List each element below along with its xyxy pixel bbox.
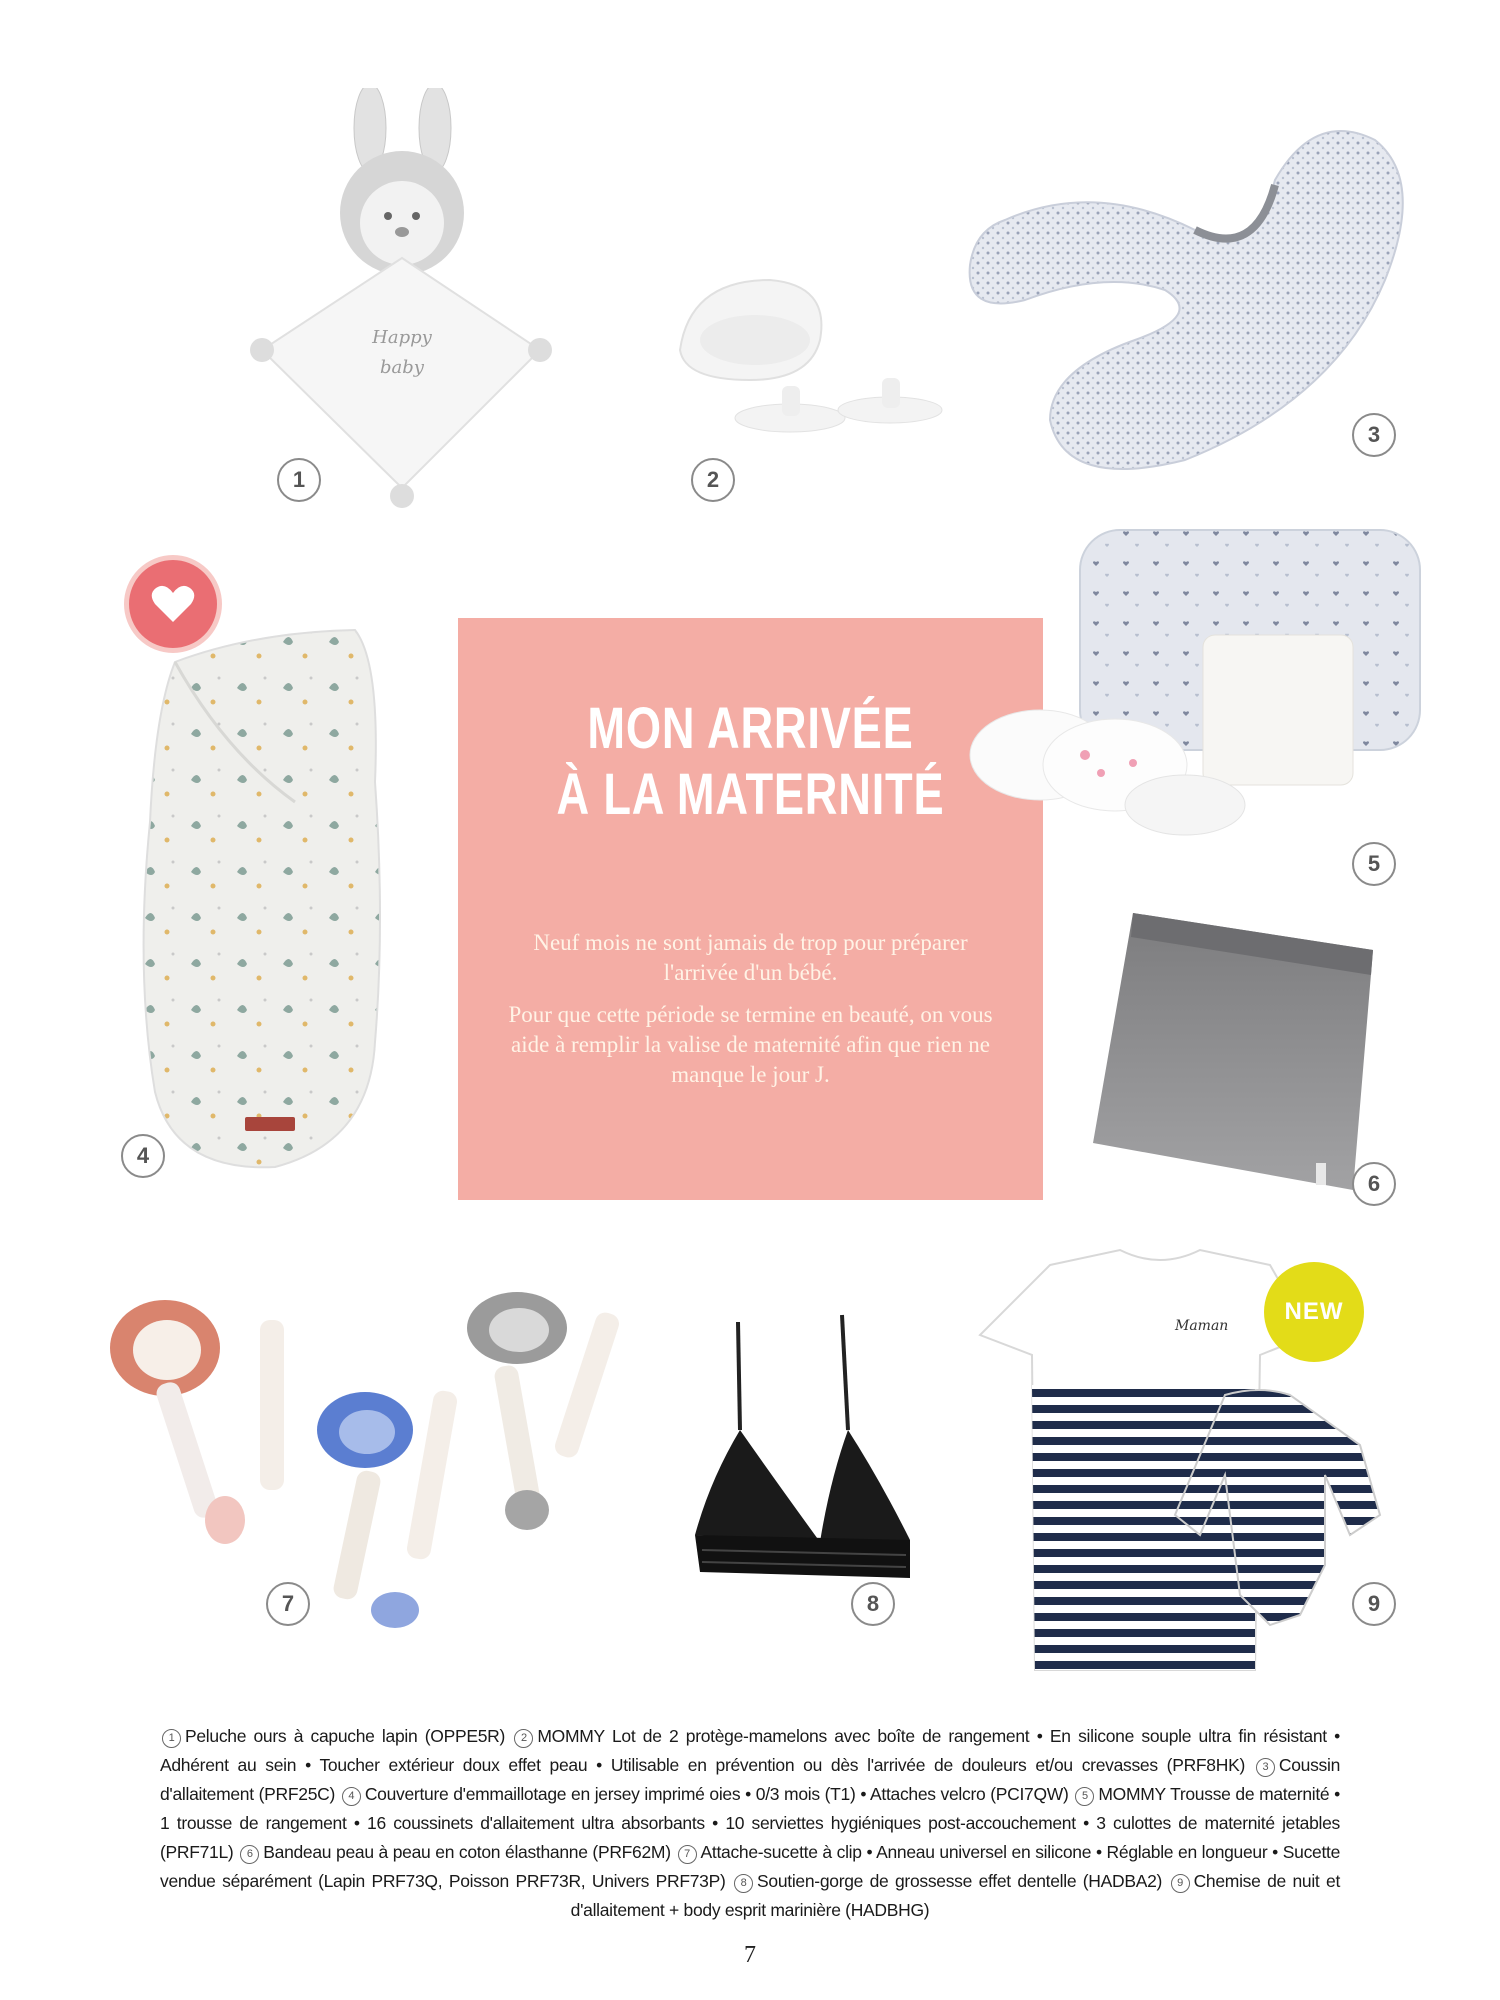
number-badge-1: 1: [277, 458, 321, 502]
caption-8: Soutien-gorge de grossesse effet dentelle (HADBA2): [757, 1871, 1163, 1891]
product-2-nipple-shields: [660, 270, 950, 440]
product-1-plush: [240, 88, 570, 518]
intro-paragraph-2: Pour que cette période se termine en beauté, on vous aide à remplir la valise de maternité afin que rien ne manque le jour J.: [508, 1002, 993, 1087]
number-badge-8: 8: [851, 1582, 895, 1626]
swaddle-image: [135, 622, 395, 1177]
new-badge: NEW: [1264, 1262, 1364, 1362]
number-badge-5: 5: [1352, 842, 1396, 886]
svg-text:Happy: Happy: [372, 327, 432, 348]
product-8-lace-bra: [690, 1310, 960, 1585]
caption-num-3: 3: [1256, 1758, 1275, 1777]
intro-box: [458, 618, 1043, 1200]
caption-num-7: 7: [678, 1845, 697, 1864]
caption-5: MOMMY Trousse de maternité • 1 trousse de rangement • 16 coussinets d'allaitement ultra absorbants • 10 serviettes hygiéniques post-accouchement • 3 culottes de maternité jetables (PRF71L): [160, 1784, 1341, 1862]
caption-num-5: 5: [1075, 1787, 1094, 1806]
nipple-shields-image: [660, 270, 950, 440]
product-6-band: [1088, 905, 1378, 1195]
number-badge-7: 7: [266, 1582, 310, 1626]
number-badge-2: 2: [691, 458, 735, 502]
caption-7: Attache-sucette à clip • Anneau universel en silicone • Réglable en longueur • Sucette vendue séparément (Lapin PRF73Q, Poisson PRF73R, Univers PRF73P): [160, 1842, 1341, 1891]
intro-paragraph-1: Neuf mois ne sont jamais de trop pour préparer l'arrivée d'un bébé.: [533, 930, 968, 985]
page-title: [522, 696, 978, 828]
title-line-1: MON ARRIVÉE: [587, 696, 914, 761]
caption-6: Bandeau peau à peau en coton élasthanne (PRF62M): [263, 1842, 671, 1862]
caption-num-4: 4: [342, 1787, 361, 1806]
caption-num-8: 8: [734, 1874, 753, 1893]
number-badge-3: 3: [1352, 413, 1396, 457]
caption-3: Coussin d'allaitement (PRF25C): [160, 1755, 1340, 1804]
product-5-maternity-kit: [965, 525, 1435, 840]
caption-num-1: 1: [162, 1729, 181, 1748]
band-image: [1088, 905, 1378, 1195]
caption-2: MOMMY Lot de 2 protège-mamelons avec boîte de rangement • En silicone souple ultra fin résistant • Adhérent au sein • Toucher extérieur doux effet peau • Utilisable en prévention ou dès l'arrivée de douleurs et/ou crevasses (PRF8HK): [160, 1726, 1341, 1775]
product-4-swaddle: [135, 622, 395, 1177]
product-7-pacifier-clips: [105, 1290, 645, 1640]
heart-icon: [151, 584, 195, 624]
caption-4: Couverture d'emmaillotage en jersey imprimé oies • 0/3 mois (T1) • Attaches velcro (PCI7QW): [364, 1784, 1069, 1804]
title-line-2: À LA MATERNITÉ: [556, 762, 945, 827]
svg-text:baby: baby: [380, 357, 424, 378]
product-captions: [160, 1722, 1340, 1925]
caption-num-2: 2: [514, 1729, 533, 1748]
caption-num-6: 6: [240, 1845, 259, 1864]
caption-1: Peluche ours à capuche lapin (OPPE5R): [185, 1726, 506, 1746]
lace-bra-image: [690, 1310, 960, 1585]
number-badge-9: 9: [1352, 1582, 1396, 1626]
caption-9: Chemise de nuit et d'allaitement + body esprit marinière (HADBHG): [570, 1871, 1340, 1920]
maternity-kit-image: [965, 525, 1435, 840]
number-badge-6: 6: [1352, 1162, 1396, 1206]
number-badge-4: 4: [121, 1134, 165, 1178]
plush-bunny-image: [240, 88, 570, 518]
svg-text:Maman: Maman: [1175, 1318, 1229, 1334]
caption-num-9: 9: [1171, 1874, 1190, 1893]
intro-text: [501, 928, 1001, 1090]
page-number: 7: [744, 1942, 756, 1968]
pacifier-clips-image: [105, 1290, 645, 1640]
